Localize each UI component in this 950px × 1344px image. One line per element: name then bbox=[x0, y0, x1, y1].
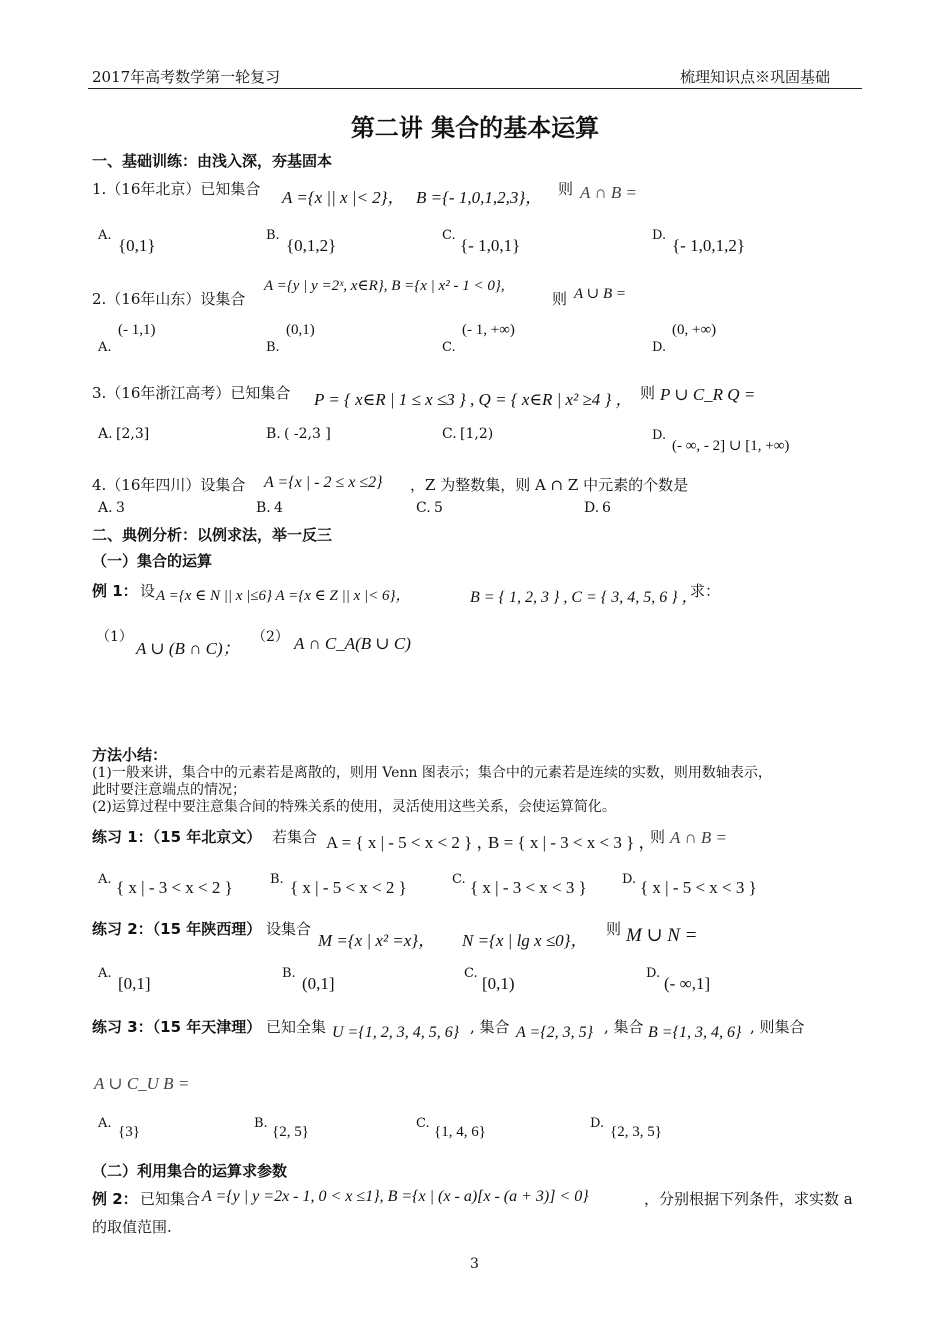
practice-2-then: 则 bbox=[606, 920, 622, 938]
q2-then: 则 bbox=[552, 290, 568, 308]
example-1-label: 例 1： bbox=[92, 582, 138, 600]
example-2-tail: ，分别根据下列条件，求实数 a bbox=[644, 1190, 853, 1208]
q3-expr2: P ∪ C_R Q = bbox=[660, 385, 756, 404]
subsection-1-heading: （一）集合的运算 bbox=[92, 552, 213, 570]
method-summary-line-1: (1)一般来讲，集合中的元素若是离散的，则用 Venn 图表示；集合中的元素若是连续的实数，则用数轴表示， bbox=[92, 765, 772, 781]
practice-3-label: 练习 3：（15 年天津理） bbox=[92, 1018, 262, 1036]
practice-1-opt-d-label: D. bbox=[622, 872, 637, 887]
practice-1-opt-a-label: A. bbox=[98, 872, 112, 887]
q4-opt-c-label: C. bbox=[416, 500, 431, 516]
practice-2-set-n: N ={x | lg x ≤0}， bbox=[462, 931, 588, 950]
q3-opt-a-label: A. bbox=[98, 426, 113, 442]
practice-1-opt-c-label: C. bbox=[452, 872, 466, 887]
q1-opt-b: {0,1,2} bbox=[286, 236, 337, 255]
practice-3-opt-a: {3} bbox=[118, 1124, 140, 1140]
q3-expr: P = { x∈R | 1 ≤ x ≤3 } , Q = { x∈R | x² ≥4 } ， bbox=[314, 390, 633, 409]
practice-3-opt-a-label: A. bbox=[98, 1116, 112, 1131]
q2-opt-a: (- 1,1) bbox=[118, 322, 156, 338]
practice-1-stem: 若集合 bbox=[272, 828, 318, 846]
q1-opt-d: {- 1,0,1,2} bbox=[672, 236, 745, 255]
q1-expr: A ∩ B = bbox=[580, 183, 637, 202]
q2-opt-c: (- 1, +∞) bbox=[462, 322, 515, 338]
q4-opt-d: 6 bbox=[602, 500, 611, 516]
practice-3-stem: 已知全集 bbox=[266, 1018, 327, 1036]
q1-opt-d-label: D. bbox=[652, 228, 667, 243]
example-2-label: 例 2： bbox=[92, 1190, 138, 1208]
practice-1-expr: A ∩ B = bbox=[670, 828, 727, 847]
example-1-sets-a: A ={x ∈ N || x |≤6} A ={x ∈ Z || x |< 6}， bbox=[156, 588, 411, 604]
practice-3-opt-c: {1, 4, 6} bbox=[434, 1124, 486, 1140]
practice-2-set-m: M ={x | x² =x}， bbox=[318, 931, 436, 950]
practice-2-opt-a: [0,1] bbox=[118, 974, 151, 993]
practice-2-expr: M ∪ N = bbox=[626, 925, 698, 946]
practice-3-set-b: B ={1, 3, 4, 6} bbox=[648, 1024, 742, 1041]
q2-opt-b: (0,1) bbox=[286, 322, 315, 338]
q3-then: 则 bbox=[640, 384, 656, 402]
practice-2-label: 练习 2：（15 年陕西理） bbox=[92, 920, 262, 938]
practice-3-set-a: A ={2, 3, 5} bbox=[516, 1024, 594, 1041]
q2-stem: 2.（16年山东）设集合 bbox=[92, 290, 246, 308]
method-summary-title: 方法小结： bbox=[92, 746, 168, 764]
example-1-sets-bc: B = { 1, 2, 3 } , C = { 3, 4, 5, 6 } ， bbox=[470, 589, 698, 606]
practice-1-set-a: A = { x | - 5 < x < 2 } ， bbox=[326, 833, 494, 852]
practice-1-set-b: B = { x | - 3 < x < 3 } ， bbox=[488, 833, 656, 852]
example-2-expr: A ={y | y =2x - 1, 0 < x ≤1}, B ={x | (x - a)[x - (a + 3)] < 0} bbox=[202, 1188, 589, 1205]
q1-opt-c-label: C. bbox=[442, 228, 456, 243]
practice-1-opt-d: { x | - 5 < x < 3 } bbox=[640, 878, 757, 897]
q4-opt-c: 5 bbox=[434, 500, 443, 516]
practice-2-stem: 设集合 bbox=[266, 920, 312, 938]
q2-opt-a-label: A. bbox=[98, 340, 112, 355]
section-2-heading: 二、典例分析：以例求法，举一反三 bbox=[92, 526, 333, 544]
section-1-heading: 一、基础训练：由浅入深，夯基固本 bbox=[92, 152, 333, 170]
practice-3-opt-d: {2, 3, 5} bbox=[610, 1124, 662, 1140]
example-1-tail: 求： bbox=[690, 582, 721, 600]
practice-2-opt-c-label: C. bbox=[464, 966, 478, 981]
practice-3-opt-d-label: D. bbox=[590, 1116, 605, 1131]
example-1-pre: 设 bbox=[140, 582, 156, 600]
q1-stem: 1.（16年北京）已知集合 bbox=[92, 180, 261, 198]
method-summary-line-3: (2)运算过程中要注意集合间的特殊关系的使用，灵活使用这些关系，会使运算简化。 bbox=[92, 799, 616, 815]
practice-2-opt-d-label: D. bbox=[646, 966, 661, 981]
q2-expr: A ={y | y =2ˣ, x∈R}, B ={x | x² - 1 < 0}, bbox=[264, 278, 505, 294]
example-1-part2: A ∩ C_A(B ∪ C) bbox=[294, 634, 411, 653]
q3-opt-d: (- ∞, - 2] ∪ [1, +∞) bbox=[672, 438, 790, 454]
q4-opt-a: 3 bbox=[116, 500, 125, 516]
q3-opt-c-label: C. bbox=[442, 426, 457, 442]
practice-2-opt-c: [0,1) bbox=[482, 974, 515, 993]
practice-3-expr: A ∪ C_U B = bbox=[94, 1074, 190, 1093]
q1-set-a: A ={x || x |< 2}， bbox=[282, 188, 405, 207]
practice-1-opt-c: { x | - 3 < x < 3 } bbox=[470, 878, 587, 897]
practice-1-label: 练习 1：（15 年北京文） bbox=[92, 828, 262, 846]
header-rule bbox=[88, 88, 862, 89]
practice-2-opt-a-label: A. bbox=[98, 966, 112, 981]
practice-3-comma-1: , 集合 bbox=[470, 1018, 510, 1036]
practice-1-opt-b-label: B. bbox=[270, 872, 284, 887]
practice-3-opt-b: {2, 5} bbox=[272, 1124, 309, 1140]
q1-opt-c: {- 1,0,1} bbox=[460, 236, 521, 255]
practice-2-opt-b-label: B. bbox=[282, 966, 296, 981]
q2-opt-b-label: B. bbox=[266, 340, 280, 355]
q4-stem: 4.（16年四川）设集合 bbox=[92, 476, 246, 494]
q2-opt-c-label: C. bbox=[442, 340, 456, 355]
practice-2-opt-d: (- ∞,1] bbox=[664, 974, 711, 993]
q4-expr: A ={x | - 2 ≤ x ≤2} bbox=[264, 474, 383, 491]
q3-stem: 3.（16年浙江高考）已知集合 bbox=[92, 384, 291, 402]
q4-rest: ，Z 为整数集，则 A ∩ Z 中元素的个数是 bbox=[410, 476, 689, 494]
example-1-part1: A ∪ (B ∩ C)； bbox=[136, 639, 240, 658]
example-2-pre: 已知集合 bbox=[140, 1190, 201, 1208]
practice-3-set-u: U ={1, 2, 3, 4, 5, 6} bbox=[332, 1024, 460, 1041]
practice-1-opt-a: { x | - 3 < x < 2 } bbox=[116, 878, 233, 897]
page-number: 3 bbox=[470, 1256, 479, 1272]
practice-1-opt-b: { x | - 5 < x < 2 } bbox=[290, 878, 407, 897]
q2-opt-d-label: D. bbox=[652, 340, 667, 355]
q2-expr2: A ∪ B = bbox=[574, 286, 626, 302]
practice-3-opt-b-label: B. bbox=[254, 1116, 268, 1131]
q3-opt-b: ( -2,3 ] bbox=[284, 426, 331, 442]
q2-opt-d: (0, +∞) bbox=[672, 322, 717, 338]
q3-opt-c: [1,2) bbox=[460, 426, 494, 442]
q1-opt-a-label: A. bbox=[98, 228, 112, 243]
q1-set-b: B ={- 1,0,1,2,3}， bbox=[416, 188, 543, 207]
q1-then: 则 bbox=[558, 180, 574, 198]
page-title: 第二讲 集合的基本运算 bbox=[350, 114, 600, 142]
q3-opt-d-label: D. bbox=[652, 428, 667, 443]
practice-3-comma-3: , 则集合 bbox=[750, 1018, 805, 1036]
q3-opt-a: [2,3] bbox=[116, 426, 150, 442]
example-1-part2-label: （2） bbox=[252, 629, 289, 645]
practice-3-comma-2: , 集合 bbox=[604, 1018, 644, 1036]
q4-opt-a-label: A. bbox=[98, 500, 113, 516]
practice-1-then: 则 bbox=[650, 828, 666, 846]
example-1-part1-label: （1） bbox=[96, 629, 133, 645]
q1-opt-a: {0,1} bbox=[118, 236, 156, 255]
q4-opt-b-label: B. bbox=[256, 500, 271, 516]
q1-opt-b-label: B. bbox=[266, 228, 280, 243]
q3-opt-b-label: B. bbox=[266, 426, 281, 442]
practice-2-opt-b: (0,1] bbox=[302, 974, 335, 993]
header-right: 梳理知识点※巩固基础 bbox=[680, 68, 831, 86]
practice-3-opt-c-label: C. bbox=[416, 1116, 430, 1131]
q4-opt-b: 4 bbox=[274, 500, 283, 516]
header-left: 2017年高考数学第一轮复习 bbox=[92, 68, 281, 86]
subsection-2-heading: （二）利用集合的运算求参数 bbox=[92, 1162, 288, 1180]
q4-opt-d-label: D. bbox=[584, 500, 600, 516]
method-summary-line-2: 此时要注意端点的情况； bbox=[92, 782, 246, 798]
example-2-line-2: 的取值范围. bbox=[92, 1218, 172, 1236]
